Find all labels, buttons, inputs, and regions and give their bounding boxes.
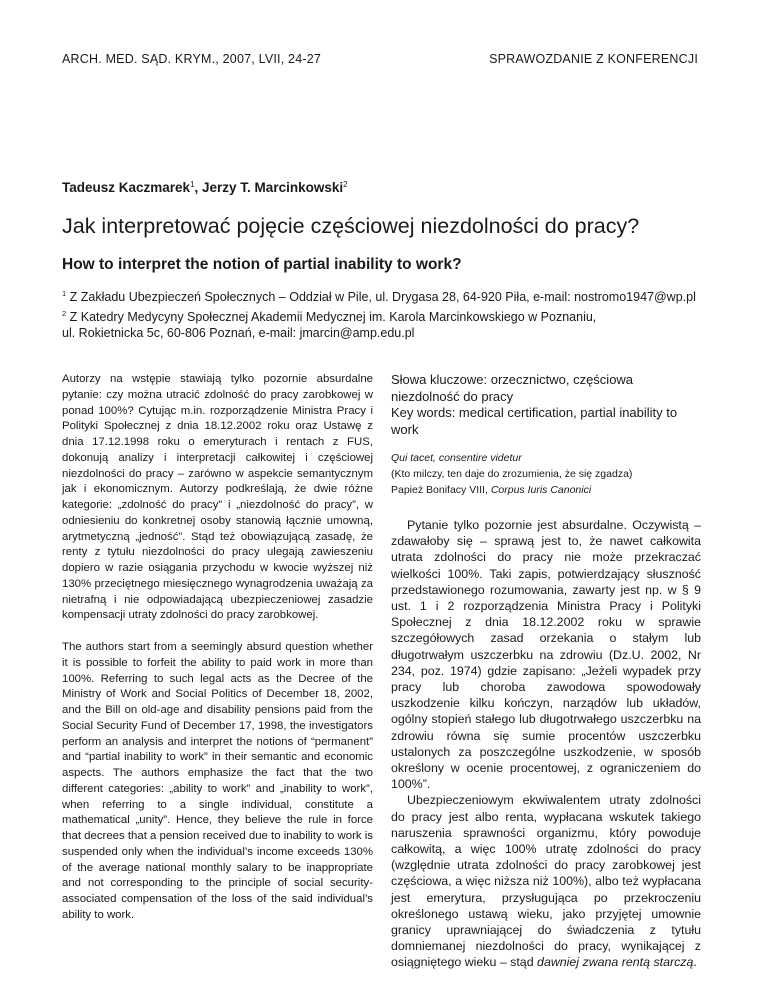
abstract-column bbox=[62, 372, 373, 924]
body-paragraph-text: Ubezpieczeniowym ekwiwalentem utraty zdolności do pracy jest albo renta, wypłacana wskutek takiego naruszenia sprawności organizmu, który powoduje całkowitą, a więc 100% utratę zdolności do pracy (względnie utrata zdolności do pracy zarobkowej jest częściowa, a więc niższa niż 100%), albo też wypłacana jest emerytura, przysługująca po przekroczeniu określonego ustawą wieku, jako przyjętej umownie granicy uprawniającej do świadczenia z tytułu domniemanej niezdolności do pracy, wynikającej z osiągniętego wieku – stąd bbox=[391, 793, 701, 970]
running-header bbox=[62, 52, 698, 68]
epigraph-source-author: Papież Bonifacy VIII, bbox=[391, 484, 491, 496]
body-text bbox=[391, 517, 701, 971]
section-label: SPRAWOZDANIE Z KONFERENCJI bbox=[489, 52, 698, 66]
journal-citation: ARCH. MED. SĄD. KRYM., 2007, LVII, 24-27 bbox=[62, 52, 322, 66]
affiliation-marker: 2 bbox=[62, 308, 67, 318]
article-title-polish: Jak interpretować pojęcie częściowej niezdolności do pracy? bbox=[62, 214, 640, 238]
abstract-english: The authors start from a seemingly absurd question whether it is possible to forfeit the ability to paid work in more than 100%. Referring to such legal acts as the Decree of the Ministry of Work and Social Politics of December 18, 2002, and the Bill on old-age and disability pensions paid from the Social Security Fund of December 17, 1998, the investigators perform an analysis and interpret the notions of “permanent” and “partial inability to work” in their semantic and economic aspects. The authors emphasize the fact that the two different categories: „ability to work” and „inability to work”, when referring to a single individual, constitute a mathematical „unity”. Hence, they believe the rule in force that decrees that a pension received due to inability to work is suspended only when the individual’s income exceeds 130% of the average national monthly salary to be inappropriate and not corresponding to the principle of social security-associated compensation of the loss of the said individual’s ability to work. bbox=[62, 641, 373, 921]
author-name: Tadeusz Kaczmarek bbox=[62, 180, 191, 195]
author-list bbox=[62, 180, 348, 195]
author-separator: , bbox=[194, 180, 203, 195]
keywords-polish: Słowa kluczowe: orzecznictwo, częściowa niezdolność do pracy bbox=[391, 372, 634, 404]
epigraph-source-work: Corpus Iuris Canonici bbox=[490, 484, 592, 496]
author-affiliation-marker: 2 bbox=[343, 180, 348, 189]
body-paragraph bbox=[391, 792, 701, 970]
affiliation-2 bbox=[62, 306, 742, 326]
affiliations bbox=[62, 286, 742, 342]
author-affiliation-marker: 1 bbox=[190, 180, 195, 189]
affiliation-text: Z Zakładu Ubezpieczeń Społecznych – Oddział w Pile, ul. Drygasa 28, 64-920 Piła, e-mail: nostromo1947@wp.pl bbox=[69, 290, 696, 304]
epigraph-quote: Qui tacet, consentire videtur bbox=[391, 452, 522, 464]
affiliation-text: ul. Rokietnicka 5c, 60-806 Poznań, e-mail: jmarcin@amp.edu.pl bbox=[62, 326, 415, 340]
main-text-column bbox=[391, 372, 701, 971]
affiliation-marker: 1 bbox=[62, 289, 67, 298]
body-paragraph-end: . bbox=[693, 955, 697, 970]
affiliation-1 bbox=[62, 286, 742, 306]
affiliation-2-address bbox=[62, 325, 742, 342]
keywords bbox=[391, 372, 701, 438]
abstract-polish: Autorzy na wstępie stawiają tylko pozornie absurdalne pytanie: czy można utracić zdolność do pracy zarobkowej w ponad 100%? Cytując m.in. rozporządzenie Ministra Pracy i Polityki Społecznej z dnia 18.12.2002 roku oraz Ustawę z dnia 17.12.1998 roku o emeryturach i rentach z FUS, dokonują analizy i interpretacji całkowitej i częściowej niezdolności do pracy – zarówno w aspekcie semantycznym jak i ekonomicznym. Autorzy podkreślają, że dwie różne kategorie: „zdolność do pracy” i „niezdolność do pracy”, w odniesieniu do konkretnej osoby stanowią łącznie umowną, arytmetyczną „jedność”. Stąd też obowiązującą zasadę, że renty z tytułu niezdolności do pracy ulegają zawieszeniu dopiero w razie osiągania przychodu w kwocie wyższej niż 130% przeciętnego miesięcznego wynagrodzenia uważają za nietrafną i nie odpowiadającą ubezpieczeniowej zasadzie kompensacji utraty zdolności do pracy zarobkowej. bbox=[62, 373, 373, 622]
article-title-english: How to interpret the notion of partial inability to work? bbox=[62, 256, 462, 273]
body-paragraph: Pytanie tylko pozornie jest absurdalne. Oczywistą – zdawałoby się – sprawą jest to, że nawet całkowita utrata zdolności do pracy nie może przekraczać wielkości 100%. Taki zapis, potwierdzający słuszność przedstawionego rozumowania, zawarty jest np. w § 9 ust. 1 i 2 rozporządzenia Ministra Pracy i Polityki Społecznej z dnia 18.12.2002 roku w sprawie szczegółowych zasad orzekania o stałym lub długotrwałym uszczerbku na zdrowiu (Dz.U. 2002, Nr 234, poz. 1974) gdzie zapisano: „Jeżeli wypadek przy pracy lub choroba zawodowa spowodowały uszkodzenie kilku kończyn, narządów lub układów, ogólny stopień stałego lub długotrwałego uszczerbku na zdrowiu równa się sumie procentów uszczerbku ustalonych za poszczególne uszkodzenie, w sposób określony w ocenie procentowej, z ograniczeniem do 100%”. bbox=[391, 518, 701, 792]
epigraph-translation: (Kto milczy, ten daje do zrozumienia, że się zgadza) bbox=[391, 468, 633, 480]
epigraph-source bbox=[391, 484, 591, 496]
keywords-english: Key words: medical certification, partial inability to work bbox=[391, 405, 678, 437]
author-name: Jerzy T. Marcinkowski bbox=[202, 180, 344, 195]
affiliation-text: Z Katedry Medycyny Społecznej Akademii Medycznej im. Karola Marcinkowskiego w Poznaniu, bbox=[69, 309, 597, 324]
body-paragraph-italic: dawniej zwana rentą starczą bbox=[537, 955, 694, 970]
epigraph bbox=[391, 450, 701, 498]
